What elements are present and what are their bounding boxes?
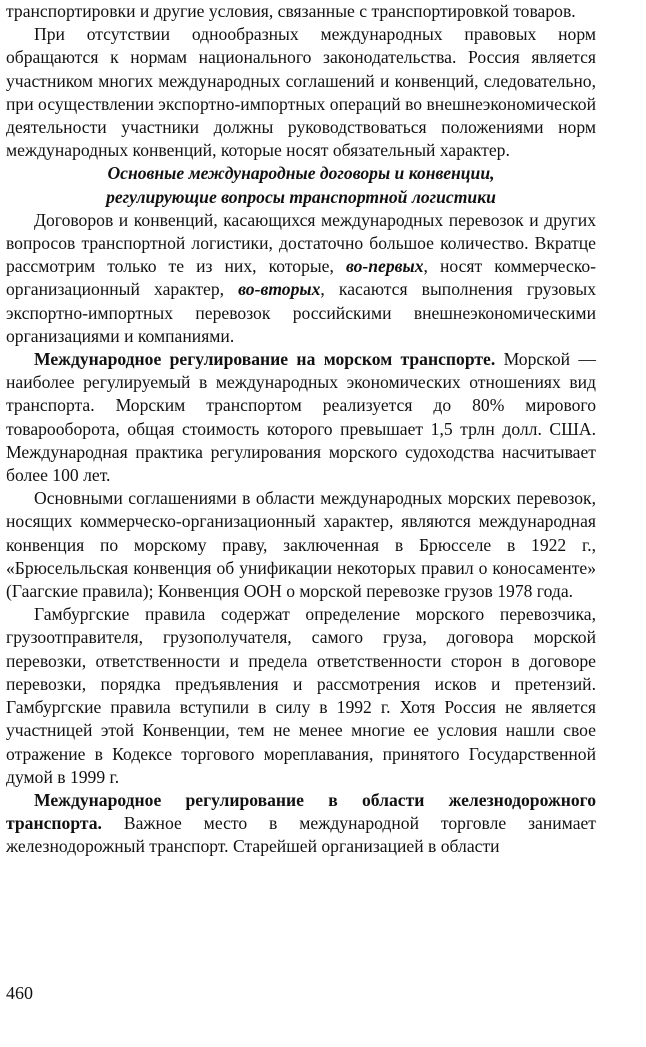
emphasis-secondly: во-вторых bbox=[238, 279, 321, 300]
section-heading-line-2: регулирующие вопросы транспортной логистики bbox=[106, 186, 496, 207]
section-heading-line-1: Основные международные договоры и конвенции, bbox=[107, 163, 495, 184]
page-number: 460 bbox=[6, 983, 33, 1003]
treaties-text-b: , носят коммерческо-организационный характер, bbox=[6, 256, 597, 300]
railway-text: Важное место в международной торговле занимает железнодорожный транспорт. Старейшей организацией в области bbox=[6, 813, 596, 857]
paragraph-hamburg-rules: Гамбургские правила содержат определение морского перевозчика, грузоотправителя, грузополучателя, самого груза, договора морской перевозки, ответственности и предела ответственности сторон в договоре перевозки, порядка предъявления и рассмотрения исков и претензий. Гамбургские правила вступили в силу в 1992 г. Хотя Россия не является участницей этой Конвенции, тем не менее многие ее условия нашли свое отражение в Кодексе торгового мореплавания, принятого Государственной думой в 1999 г. bbox=[6, 604, 596, 787]
page-body bbox=[6, 0, 596, 859]
section-heading bbox=[6, 162, 596, 208]
paragraph-maritime-regulation bbox=[6, 348, 596, 487]
paragraph-national-law: При отсутствии однообразных международных правовых норм обращаются к нормам национального законодательства. Россия является участником многих международных соглашений и конвенций, следовательно, при осуществлении экспортно-импортных операций во внешнеэкономической деятельности участники должны руководствоваться положениями норм международных конвенций, которые носят обязательный характер. bbox=[6, 24, 596, 161]
paragraph-treaties-overview bbox=[6, 209, 596, 348]
treaties-text-a: Договоров и конвенций, касающихся международных перевозок и других вопросов транспортной логистики, достаточно большое количество. Вкратце рассмотрим только те из них, которые, bbox=[6, 209, 596, 277]
railway-heading-inline: Международное регулирование в области железнодорожного транспорта. bbox=[6, 789, 596, 834]
maritime-text: Морской — наиболее регулируемый в международных экономических отношениях вид транспорта. Морским транспортом реализуется до 80% мирового товарооборота, общая стоимость которого превышает 1,5 трлн долл. США. Международная практика регулирования морского судоходства насчитывает более 100 лет. bbox=[6, 349, 596, 486]
treaties-text-c: , касаются выполнения грузовых экспортно-импортных перевозок российскими внешнеэкономическими организациями и компаниями. bbox=[6, 279, 596, 346]
emphasis-firstly: во-первых bbox=[345, 256, 424, 277]
paragraph-continuation: транспортировки и другие условия, связанные с транспортировкой товаров. bbox=[6, 1, 576, 21]
paragraph-maritime-agreements: Основными соглашениями в области международных морских перевозок, носящих коммерческо-организационный характер, являются международная конвенция по морскому праву, заключенная в Брюсселе в 1922 г., «Брюсельльская конвенция об унификации некоторых правил о коносаменте» (Гаагские правила); Конвенция ООН о морской перевозке грузов 1978 года. bbox=[6, 488, 596, 602]
maritime-heading-inline: Международное регулирование на морском транспорте. bbox=[34, 349, 496, 370]
paragraph-railway-regulation bbox=[6, 789, 596, 859]
